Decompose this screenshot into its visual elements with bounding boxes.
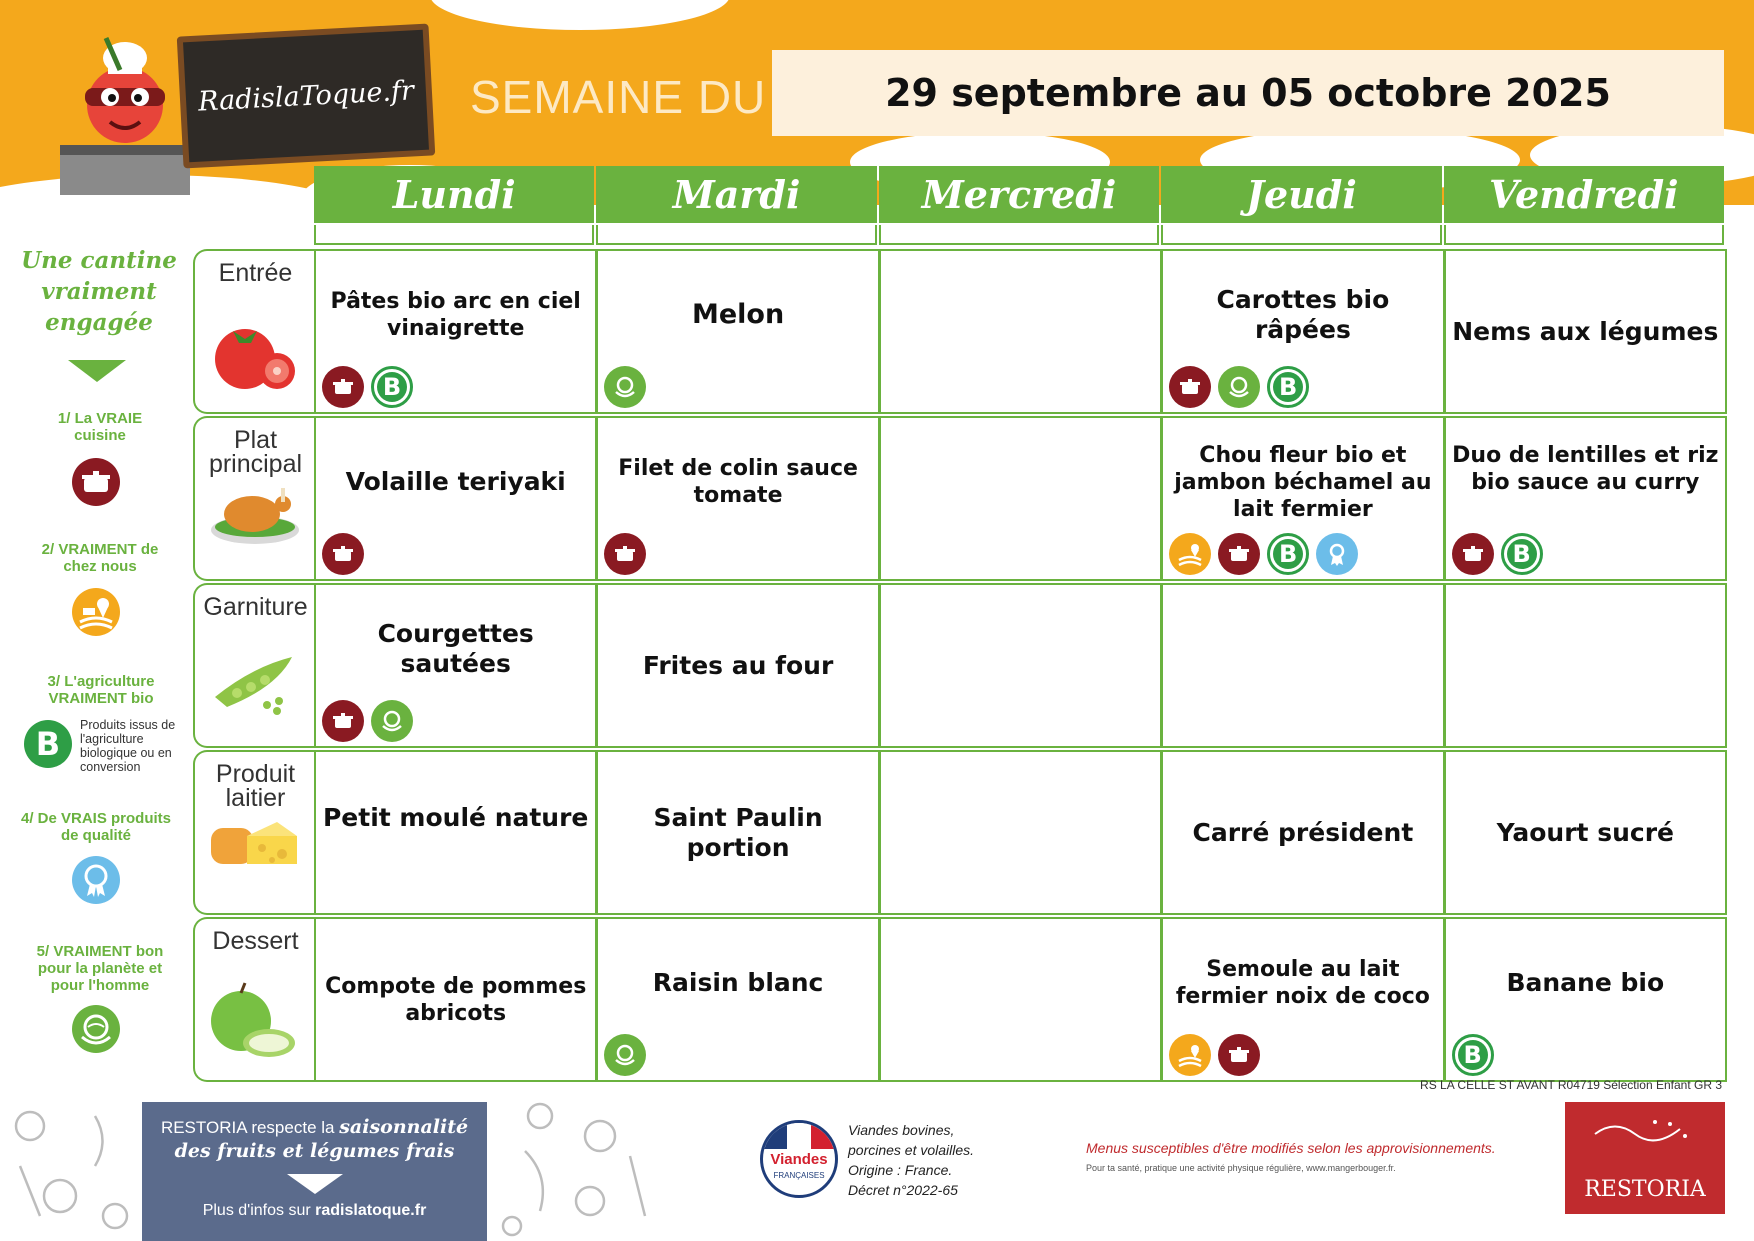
category-cell xyxy=(193,917,314,1082)
category-tomato-icon xyxy=(207,313,297,397)
category-label: Garniture xyxy=(203,593,308,621)
menu-cell xyxy=(1161,249,1444,414)
menu-cell xyxy=(314,917,597,1082)
menu-cell xyxy=(596,249,879,414)
category-apple-icon xyxy=(207,981,302,1065)
menu-cell xyxy=(879,917,1162,1082)
dish-name: Carré président xyxy=(1192,817,1414,847)
badge-row xyxy=(604,366,646,408)
badge-row xyxy=(322,700,413,742)
arrow-down-icon xyxy=(287,1174,343,1194)
bio-icon: B xyxy=(1501,533,1543,575)
dish-name: Frites au four xyxy=(642,650,834,680)
planet-icon xyxy=(72,1005,120,1053)
viandes-francaises-logo xyxy=(760,1120,838,1198)
dish-name: Nems aux légumes xyxy=(1452,316,1719,346)
bio-icon: B xyxy=(24,720,72,768)
quality-award-icon xyxy=(72,856,120,904)
local-farm-icon xyxy=(1169,533,1211,575)
dish-name: Petit moulé nature xyxy=(322,802,589,832)
badge-row xyxy=(1169,366,1309,408)
badge-row xyxy=(1169,533,1358,575)
day-subheader xyxy=(314,225,594,245)
dish-name: Carottes bio râpées xyxy=(1216,285,1390,344)
menu-cell xyxy=(879,416,1162,581)
category-cell xyxy=(193,583,314,748)
cooking-pot-icon xyxy=(1452,533,1494,575)
menu-cell xyxy=(1161,416,1444,581)
cooking-pot-icon xyxy=(1169,366,1211,408)
restoria-emblem-icon xyxy=(1585,1114,1705,1164)
restoria-logo-text: RESTORIA xyxy=(1584,1177,1706,1202)
health-notice: Pour ta santé, pratique une activité physique régulière, www.mangerbouger.fr. xyxy=(1086,1163,1396,1173)
dish-name: Pâtes bio arc en ciel vinaigrette xyxy=(330,289,581,341)
seasonality-more: Plus d'infos sur xyxy=(202,1202,311,1219)
day-header-mardi: Mardi xyxy=(596,166,876,223)
category-label: Dessert xyxy=(212,927,299,955)
planet-icon xyxy=(1218,366,1260,408)
criterion-label-4: 4/ De VRAIS produits de qualité xyxy=(20,810,172,844)
week-date-range: 29 septembre au 05 octobre 2025 xyxy=(772,50,1724,136)
menu-reference: RS LA CELLE ST AVANT R04719 Sélection Enfant GR 3 xyxy=(1420,1078,1722,1092)
badge-row xyxy=(322,366,413,408)
meat-origin-line-2: porcines et volailles. xyxy=(848,1142,975,1158)
restoria-logo xyxy=(1565,1102,1725,1214)
badge-row xyxy=(1169,1034,1260,1076)
menu-grid xyxy=(193,166,1726,1076)
menu-cell xyxy=(1161,917,1444,1082)
menu-cell xyxy=(314,583,597,748)
menu-cell xyxy=(596,583,879,748)
dish-name: Duo de lentilles et riz bio sauce au curry xyxy=(1452,442,1719,495)
category-label: Produit laitier xyxy=(215,760,296,812)
menu-cell xyxy=(879,583,1162,748)
menu-cell xyxy=(1161,583,1444,748)
menu-cell xyxy=(1161,750,1444,915)
day-subheader xyxy=(1161,225,1441,245)
category-cell xyxy=(193,750,314,915)
day-header-vendredi: Vendredi xyxy=(1444,166,1724,223)
badge-row xyxy=(604,1034,646,1076)
meat-origin-line-3: Origine : France. xyxy=(848,1162,953,1178)
dish-name: Chou fleur bio et jambon béchamel au lait fermier xyxy=(1174,442,1432,522)
local-farm-icon xyxy=(72,588,120,636)
category-peas-icon xyxy=(207,647,302,721)
category-cell xyxy=(193,416,314,581)
week-label: SEMAINE DU xyxy=(470,71,767,123)
seasonality-script: saisonnalité xyxy=(339,1116,469,1138)
cooking-pot-icon xyxy=(1218,1034,1260,1076)
criterion-bio-note: Produits issus de l'agriculture biologique ou en conversion xyxy=(80,718,176,774)
bio-icon: B xyxy=(371,366,413,408)
menu-cell xyxy=(879,750,1162,915)
viandes-logo-subtitle: FRANÇAISES xyxy=(773,1171,825,1180)
day-header-lundi: Lundi xyxy=(314,166,594,223)
cooking-pot-icon xyxy=(322,533,364,575)
criterion-label-5: 5/ VRAIMENT bon pour la planète et pour l'homme xyxy=(36,943,164,994)
criterion-label-1: 1/ La VRAIE cuisine xyxy=(57,410,143,444)
criterion-label-2: 2/ VRAIMENT de chez nous xyxy=(41,541,159,575)
meat-origin-line-1: Viandes bovines, xyxy=(848,1122,955,1138)
chef-mascot-icon xyxy=(40,30,200,200)
menu-cell xyxy=(1444,750,1727,915)
day-subheader xyxy=(879,225,1159,245)
category-label: Plat principal xyxy=(208,426,303,478)
badge-row xyxy=(604,533,646,575)
cooking-pot-icon xyxy=(322,366,364,408)
category-roast-chicken-icon xyxy=(207,480,302,554)
category-label: Entrée xyxy=(218,259,293,287)
dish-name: Courgettes sautées xyxy=(377,619,534,678)
planet-icon xyxy=(604,366,646,408)
dish-name: Banane bio xyxy=(1506,968,1665,997)
local-farm-icon xyxy=(1169,1034,1211,1076)
planet-icon xyxy=(371,700,413,742)
menu-change-notice: Menus susceptibles d'être modifiés selon les approvisionnements. xyxy=(1086,1140,1496,1156)
menu-cell xyxy=(1444,249,1727,414)
cooking-pot-icon xyxy=(604,533,646,575)
badge-row xyxy=(1452,1034,1494,1076)
bio-icon: B xyxy=(1267,533,1309,575)
dish-name: Saint Paulin portion xyxy=(653,802,823,862)
dish-name: Yaourt sucré xyxy=(1496,817,1674,847)
dish-name: Raisin blanc xyxy=(652,968,824,997)
bio-icon: B xyxy=(1452,1034,1494,1076)
day-subheader xyxy=(596,225,876,245)
criterion-label-3: 3/ L'agriculture VRAIMENT bio xyxy=(47,673,155,707)
quality-award-icon xyxy=(1316,533,1358,575)
cooking-pot-icon xyxy=(72,458,120,506)
planet-icon xyxy=(604,1034,646,1076)
menu-cell xyxy=(596,750,879,915)
meat-origin-notice xyxy=(848,1120,1008,1200)
menu-cell xyxy=(1444,917,1727,1082)
menu-cell xyxy=(1444,416,1727,581)
menu-cell xyxy=(314,249,597,414)
dish-name: Volaille teriyaki xyxy=(345,467,566,496)
menu-cell xyxy=(596,917,879,1082)
cooking-pot-icon xyxy=(322,700,364,742)
meat-origin-line-4: Décret n°2022-65 xyxy=(848,1182,958,1198)
arrow-down-icon xyxy=(68,360,126,382)
menu-cell xyxy=(879,249,1162,414)
day-header-mercredi: Mercredi xyxy=(879,166,1159,223)
menu-cell xyxy=(1444,583,1727,748)
dish-name: Melon xyxy=(691,299,785,330)
seasonality-banner xyxy=(142,1102,487,1241)
engagement-title: Une cantine vraiment engagée xyxy=(21,247,177,336)
day-subheader xyxy=(1444,225,1724,245)
seasonality-link[interactable]: radislatoque.fr xyxy=(315,1202,427,1219)
menu-cell xyxy=(596,416,879,581)
menu-cell xyxy=(314,750,597,915)
dish-name: Filet de colin sauce tomate xyxy=(618,456,858,508)
seasonality-text: RESTORIA respecte la xyxy=(160,1118,335,1137)
day-header-jeudi: Jeudi xyxy=(1161,166,1441,223)
bio-icon: B xyxy=(1267,366,1309,408)
cooking-pot-icon xyxy=(1218,533,1260,575)
badge-row xyxy=(322,533,364,575)
logo-chalkboard: RadislaToque.fr xyxy=(177,23,436,168)
dish-name: Compote de pommes abricots xyxy=(325,973,587,1026)
badge-row xyxy=(1452,533,1543,575)
category-cheese-icon xyxy=(207,814,302,878)
viandes-logo-title: Viandes xyxy=(770,1151,828,1168)
dish-name: Semoule au lait fermier noix de coco xyxy=(1175,957,1430,1009)
menu-cell xyxy=(314,416,597,581)
seasonality-script-2: des fruits et légumes frais xyxy=(174,1140,455,1162)
category-cell xyxy=(193,249,314,414)
